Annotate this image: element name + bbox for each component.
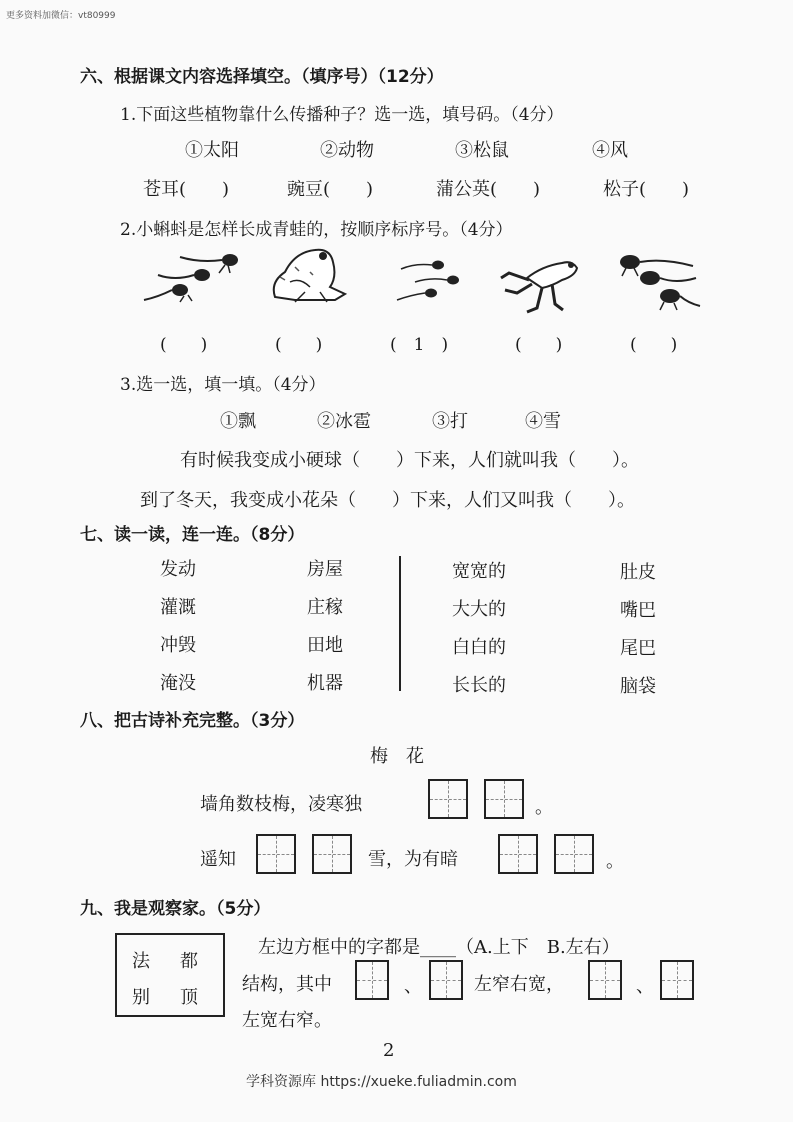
poem-line-2-end: 。 bbox=[606, 851, 624, 872]
plant-pine-nut: 松子( ) bbox=[603, 179, 690, 200]
poem-line-1: 墙角数枝梅，凌寒独 bbox=[200, 794, 362, 815]
section-6-title: 六、根据课文内容选择填空。（填序号）（12分） bbox=[80, 67, 444, 87]
q2-answer-5[interactable]: ( ) bbox=[630, 335, 678, 355]
observe-box-2[interactable] bbox=[429, 960, 463, 1000]
plant-pea: 豌豆( ) bbox=[287, 179, 374, 200]
small-tadpoles-image bbox=[393, 255, 468, 305]
jumping-frog-image bbox=[497, 248, 587, 316]
match-left-b-3: 田地 bbox=[307, 635, 343, 656]
poem-line-2-mid: 雪，为有暗 bbox=[368, 849, 458, 870]
q3-option-1: ①飘 bbox=[220, 411, 256, 432]
observe-char-4: 顶 bbox=[180, 987, 198, 1008]
poem-line-2-start: 遥知 bbox=[200, 849, 236, 870]
tadpoles-with-front-legs-image bbox=[608, 248, 703, 313]
plant-dandelion: 蒲公英( ) bbox=[436, 179, 541, 200]
poem-box-4[interactable] bbox=[312, 834, 352, 874]
match-right-b-2: 嘴巴 bbox=[620, 600, 656, 621]
observe-text-narrow-wide: 左窄右宽， bbox=[474, 974, 564, 995]
q3-line-1: 有时候我变成小硬球（ ）下来，人们就叫我（ ）。 bbox=[180, 450, 639, 471]
match-right-a-2: 大大的 bbox=[452, 599, 506, 620]
q3-option-3: ③打 bbox=[432, 411, 468, 432]
section-8-title: 八、把古诗补充完整。（3分） bbox=[80, 711, 305, 731]
observe-box-4[interactable] bbox=[660, 960, 694, 1000]
observe-char-3: 别 bbox=[132, 987, 150, 1008]
observe-char-2: 都 bbox=[180, 951, 198, 972]
page-number: 2 bbox=[383, 1040, 395, 1061]
observe-question: 左边方框中的字都是____（A.上下 B.左右） bbox=[258, 937, 620, 958]
q2-text: 2.小蝌蚪是怎样长成青蛙的，按顺序标序号。（4分） bbox=[120, 220, 513, 240]
q1-text: 1.下面这些植物靠什么传播种子？选一选，填号码。（4分） bbox=[120, 105, 564, 125]
match-right-b-3: 尾巴 bbox=[620, 638, 656, 659]
match-right-a-4: 长长的 bbox=[452, 675, 506, 696]
match-right-b-4: 脑袋 bbox=[620, 676, 656, 697]
q1-option-1: ①太阳 bbox=[185, 140, 239, 161]
tadpoles-with-legs-image bbox=[140, 245, 240, 305]
observe-box-3[interactable] bbox=[588, 960, 622, 1000]
poem-box-1[interactable] bbox=[428, 779, 468, 819]
sitting-frog-image bbox=[265, 242, 355, 307]
q3-option-2: ②冰雹 bbox=[317, 411, 371, 432]
q1-option-4: ④风 bbox=[592, 140, 628, 161]
q2-answer-4[interactable]: ( ) bbox=[515, 335, 563, 355]
match-right-b-1: 肚皮 bbox=[620, 562, 656, 583]
poem-box-3[interactable] bbox=[256, 834, 296, 874]
observe-box-1[interactable] bbox=[355, 960, 389, 1000]
q2-answer-2[interactable]: ( ) bbox=[275, 335, 323, 355]
match-left-b-4: 机器 bbox=[307, 673, 343, 694]
match-left-b-1: 房屋 bbox=[307, 559, 343, 580]
footer-source: 学科资源库 https://xueke.fuliadmin.com bbox=[246, 1074, 517, 1090]
poem-box-5[interactable] bbox=[498, 834, 538, 874]
q1-option-3: ③松鼠 bbox=[455, 140, 509, 161]
match-left-b-2: 庄稼 bbox=[307, 597, 343, 618]
observe-separator-2: 、 bbox=[636, 976, 654, 997]
plant-cocklebur: 苍耳( ) bbox=[143, 179, 230, 200]
poem-line-1-end: 。 bbox=[535, 797, 553, 818]
match-right-a-1: 宽宽的 bbox=[452, 561, 506, 582]
q3-line-2: 到了冬天，我变成小花朵（ ）下来，人们又叫我（ ）。 bbox=[140, 490, 635, 511]
q2-answer-1[interactable]: ( ) bbox=[160, 335, 208, 355]
observe-text-structure: 结构，其中 bbox=[242, 974, 332, 995]
poem-box-6[interactable] bbox=[554, 834, 594, 874]
watermark: 更多资料加微信：vt80999 bbox=[6, 11, 116, 21]
match-left-a-3: 冲毁 bbox=[160, 635, 196, 656]
match-left-a-4: 淹没 bbox=[160, 673, 196, 694]
match-divider bbox=[399, 556, 401, 691]
q3-text: 3.选一选，填一填。（4分） bbox=[120, 375, 326, 395]
q1-option-2: ②动物 bbox=[320, 140, 374, 161]
poem-box-2[interactable] bbox=[484, 779, 524, 819]
observe-text-wide-narrow: 左宽右窄。 bbox=[242, 1010, 332, 1031]
q3-option-4: ④雪 bbox=[525, 411, 561, 432]
q2-answer-3[interactable]: ( 1 ) bbox=[390, 335, 449, 355]
section-7-title: 七、读一读，连一连。（8分） bbox=[80, 525, 305, 545]
poem-title: 梅 花 bbox=[370, 746, 424, 767]
observe-separator-1: 、 bbox=[404, 976, 422, 997]
match-right-a-3: 白白的 bbox=[452, 637, 506, 658]
match-left-a-2: 灌溉 bbox=[160, 597, 196, 618]
match-left-a-1: 发动 bbox=[160, 559, 196, 580]
section-9-title: 九、我是观察家。（5分） bbox=[80, 899, 271, 919]
observe-char-1: 法 bbox=[132, 951, 150, 972]
